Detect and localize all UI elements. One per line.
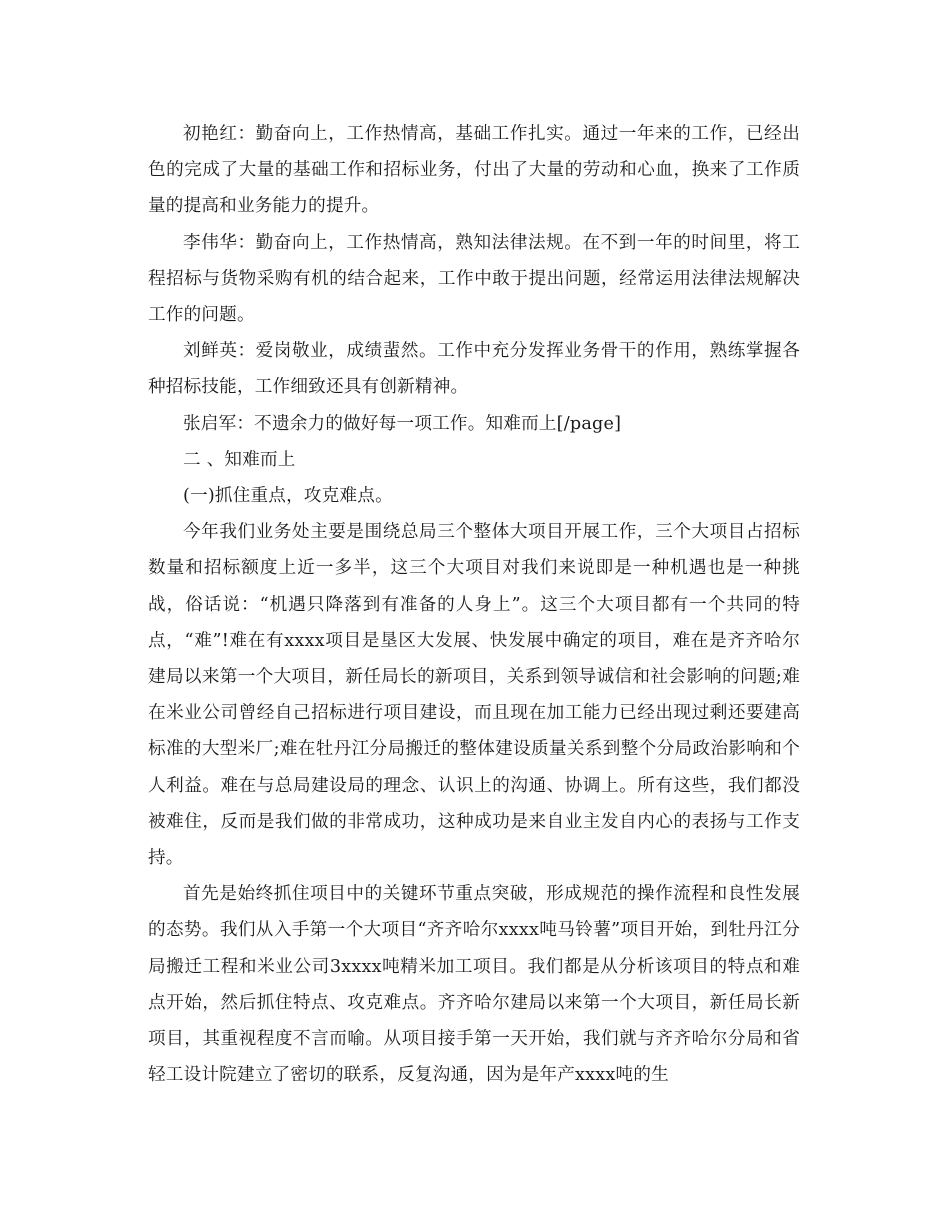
paragraph-key-breakthrough: 首先是始终抓住项目中的关键环节重点突破，形成规范的操作流程和良性发展的态势。我们从入手第一个大项目“齐齐哈尔xxxx吨马铃薯”项目开始，到牡丹江分局搬迁工程和米业公司3xxxx吨精米加工项目。我们都是从分析该项目的特点和难点开始，然后抓住特点、攻克难点。齐齐哈尔建局以来第一个大项目，新任局长新项目，其重视程度不言而喻。从项目接手第一天开始，我们就与齐齐哈尔分局和省轻工设计院建立了密切的联系，反复沟通，因为是年产xxxx吨的生 xyxy=(148,884,800,1086)
paragraph-evaluation-li: 李伟华：勤奋向上，工作热情高，熟知法律法规。在不到一年的时间里，将工程招标与货物采购有机的结合起来，工作中敢于提出问题，经常运用法律法规解决工作的问题。 xyxy=(148,232,800,326)
section-heading: 二 、知难而上 xyxy=(183,449,296,470)
paragraph-projects-overview: 今年我们业务处主要是围绕总局三个整体大项目开展工作，三个大项目占招标数量和招标额度上近一多半，这三个大项目对我们来说即是一种机遇也是一种挑战，俗话说：“机遇只降落到有准备的人身上”。这三个大项目都有一个共同的特点，“难”!难在有xxxx项目是垦区大发展、快发展中确定的项目，难在是齐齐哈尔建局以来第一个大项目，新任局长的新项目，关系到领导诚信和社会影响的问题;难在米业公司曾经自己招标进行项目建设，而且现在加工能力已经出现过剩还要建高标准的大型米厂;难在牡丹江分局搬迁的整体建设质量关系到整个分局政治影响和个人利益。难在与总局建设局的理念、认识上的沟通、协调上。所有这些，我们都没被难住，反而是我们做的非常成功，这种成功是来自业主发自内心的表扬与工作支持。 xyxy=(148,522,800,869)
subsection-heading: (一)抓住重点，攻克难点。 xyxy=(183,486,393,507)
paragraph-evaluation-zhang: 张启军：不遗余力的做好每一项工作。知难而上[/page] xyxy=(183,413,622,434)
paragraph-evaluation-chu: 初艳红：勤奋向上，工作热情高，基础工作扎实。通过一年来的工作，已经出色的完成了大量的基础工作和招标业务，付出了大量的劳动和心血，换来了工作质量的提高和业务能力的提升。 xyxy=(148,124,800,217)
paragraph-evaluation-liu: 刘鲜英：爱岗敬业，成绩蜚然。工作中充分发挥业务骨干的作用，熟练掌握各种招标技能，工作细致还具有创新精神。 xyxy=(148,341,800,398)
document-body xyxy=(148,116,800,1093)
